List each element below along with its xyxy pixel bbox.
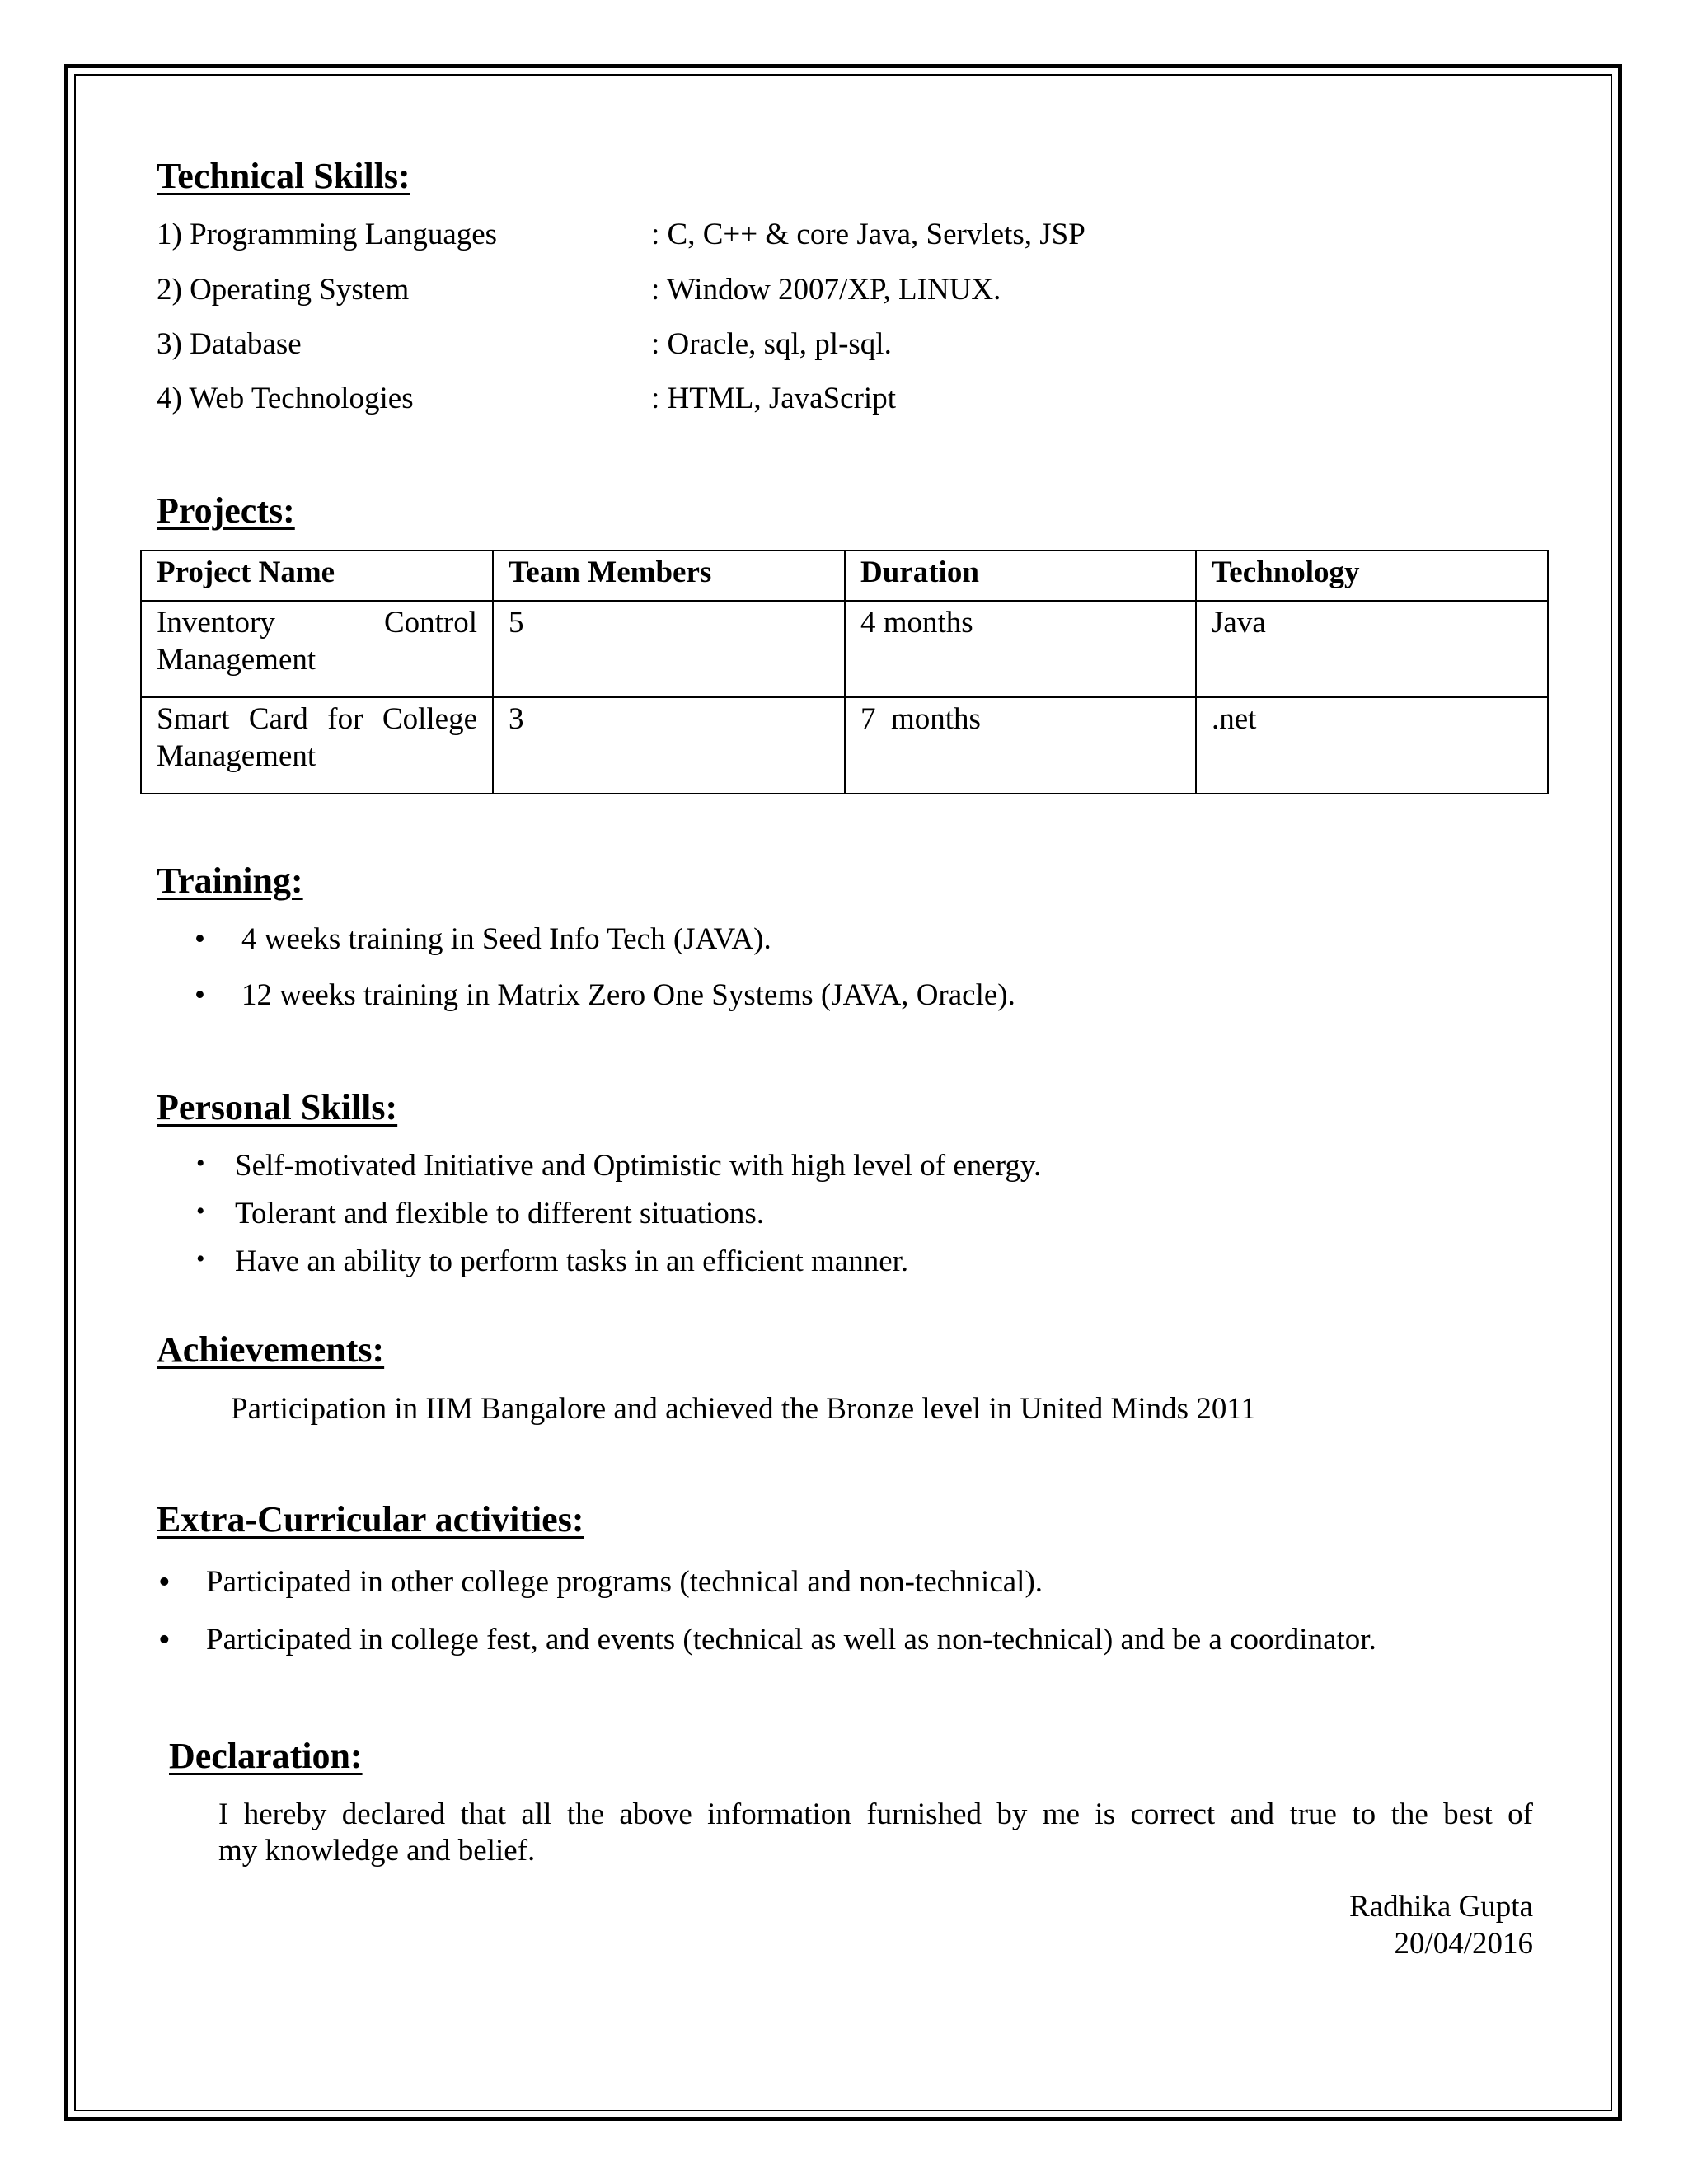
- list-item: 12 weeks training in Matrix Zero One Systems (JAVA, Oracle).: [241, 978, 1015, 1012]
- projects-heading: Projects:: [157, 490, 295, 531]
- list-item: Participated in other college programs (technical and non-technical).: [206, 1565, 1043, 1599]
- column-header: Duration: [845, 551, 1196, 601]
- technical-skills-heading: Technical Skills:: [157, 156, 410, 196]
- team-members-cell: 5: [493, 601, 845, 697]
- declaration-text: [218, 1797, 1533, 1869]
- achievements-heading: Achievements:: [157, 1329, 385, 1370]
- bullet-icon: •: [195, 978, 205, 1012]
- bullet-icon: •: [158, 1621, 171, 1659]
- training-heading: Training:: [157, 860, 303, 901]
- skill-label: 1) Programming Languages: [157, 218, 498, 251]
- project-name-cell: [141, 601, 493, 697]
- list-item: Self-motivated Initiative and Optimistic with high level of energy.: [235, 1149, 1042, 1183]
- personal-skills-heading: Personal Skills:: [157, 1087, 398, 1127]
- skill-label: 2) Operating System: [157, 273, 410, 307]
- project-name-line: Management: [157, 643, 316, 677]
- signature-date: 20/04/2016: [1394, 1927, 1533, 1961]
- projects-table: [140, 550, 1549, 794]
- skill-value: : HTML, JavaScript: [651, 382, 896, 415]
- bullet-icon: •: [196, 1150, 205, 1177]
- column-header: Team Members: [493, 551, 845, 601]
- duration-cell: 4 months: [845, 601, 1196, 697]
- skill-value: : Oracle, sql, pl-sql.: [651, 327, 892, 361]
- bullet-icon: •: [158, 1563, 171, 1601]
- duration-cell: 7 months: [845, 697, 1196, 794]
- column-header: Project Name: [141, 551, 493, 601]
- list-item: 4 weeks training in Seed Info Tech (JAVA).: [241, 922, 771, 956]
- signature-name: Radhika Gupta: [1349, 1890, 1533, 1924]
- team-members-cell: 3: [493, 697, 845, 794]
- skill-value: : C, C++ & core Java, Servlets, JSP: [651, 218, 1085, 251]
- column-header: Technology: [1196, 551, 1548, 601]
- extra-curricular-heading: Extra-Curricular activities:: [157, 1499, 584, 1540]
- declaration-line: I hereby declared that all the above information furnished by me is correct and true to the best of: [218, 1797, 1533, 1831]
- list-item: Have an ability to perform tasks in an efficient manner.: [235, 1244, 909, 1278]
- list-item: Tolerant and flexible to different situations.: [235, 1197, 764, 1230]
- declaration-heading: Declaration:: [169, 1736, 363, 1776]
- technology-cell: .net: [1196, 697, 1548, 794]
- bullet-icon: •: [196, 1197, 205, 1225]
- project-name-line: Management: [157, 739, 316, 773]
- project-name-line: Smart Card for College: [157, 702, 477, 736]
- skill-value: : Window 2007/XP, LINUX.: [651, 273, 1001, 307]
- achievement-text: Participation in IIM Bangalore and achieved the Bronze level in United Minds 2011: [231, 1392, 1256, 1426]
- project-name-cell: [141, 697, 493, 794]
- bullet-icon: •: [195, 922, 205, 956]
- list-item: Participated in college fest, and events (technical as well as non-technical) and be a coordinator.: [206, 1623, 1376, 1657]
- table-header-row: [141, 551, 1548, 601]
- project-name-line: Inventory Control: [157, 606, 477, 640]
- table-row: [141, 601, 1548, 697]
- bullet-icon: •: [196, 1245, 205, 1272]
- table-row: [141, 697, 1548, 794]
- skill-label: 4) Web Technologies: [157, 382, 414, 415]
- declaration-line: my knowledge and belief.: [218, 1834, 536, 1868]
- skill-label: 3) Database: [157, 327, 302, 361]
- technology-cell: Java: [1196, 601, 1548, 697]
